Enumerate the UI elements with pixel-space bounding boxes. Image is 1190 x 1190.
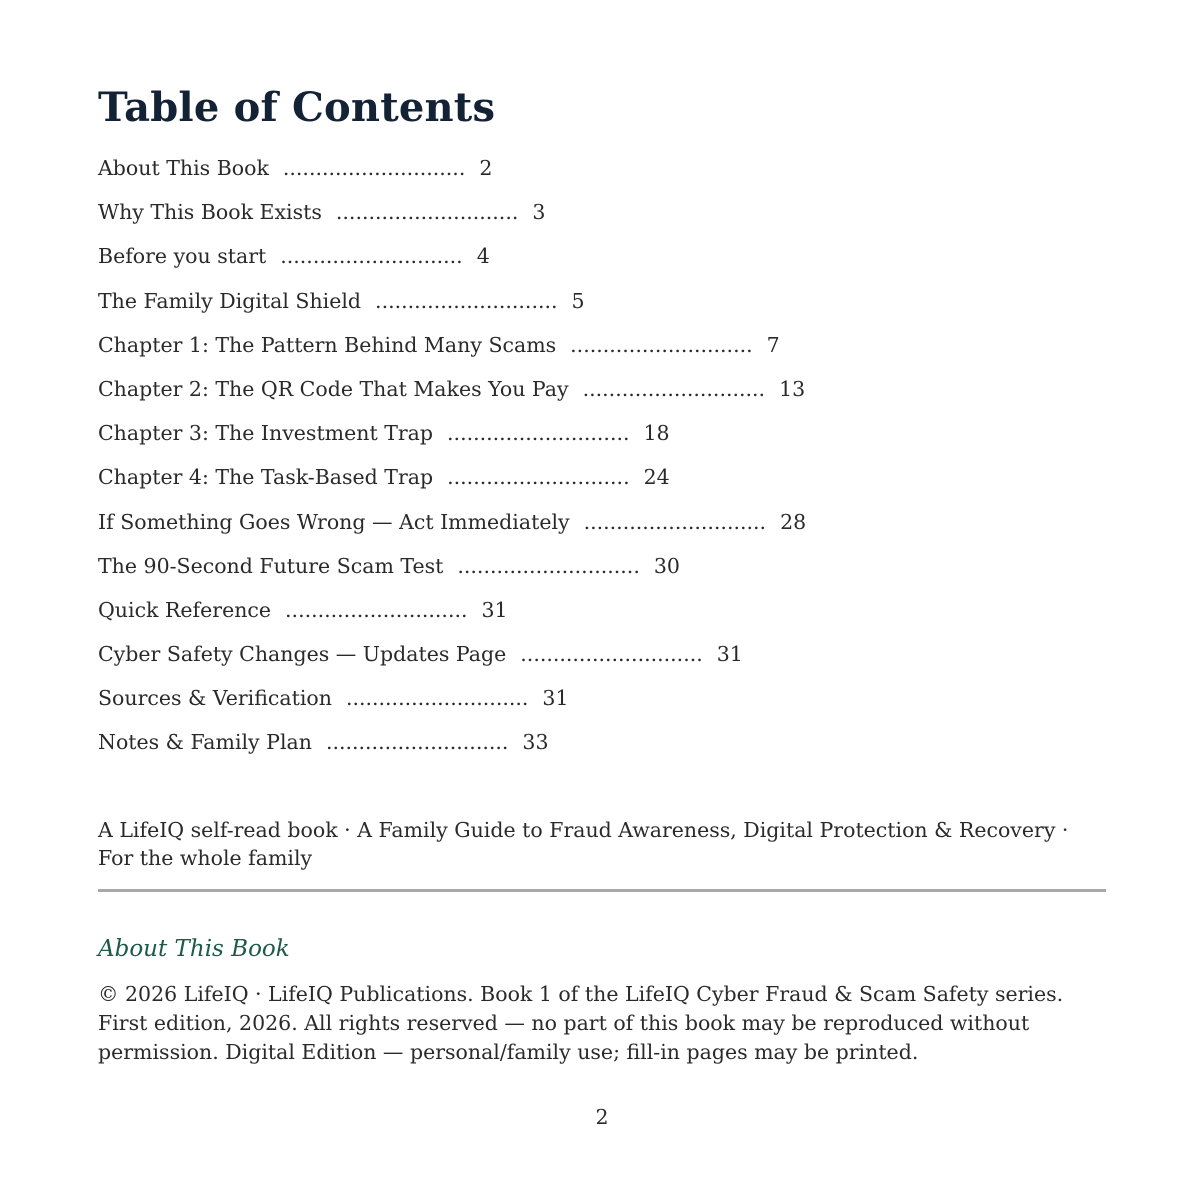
toc-entry-label: Chapter 2: The QR Code That Makes You Pay [98,376,569,401]
toc-entry-label: Sources & Verification [98,686,332,711]
toc-entry-page: 24 [643,465,670,490]
toc-entry-label: Chapter 4: The Task-Based Trap [98,465,434,490]
toc-entry[interactable] [98,419,806,463]
toc-entry[interactable] [98,375,806,419]
toc-entry-label: Before you start [98,244,267,269]
toc-entry-label: Chapter 3: The Investment Trap [98,421,434,446]
toc-entry-leader: ............................ [570,332,753,357]
toc-entry-label: Cyber Safety Changes — Updates Page [98,642,507,667]
toc-entry-label: The 90-Second Future Scam Test [98,553,444,578]
toc-entry-page: 2 [479,156,493,180]
toc-entry-leader: ............................ [325,730,509,755]
toc-entry-label: Chapter 1: The Pattern Behind Many Scams [98,332,557,357]
toc-entry-page: 31 [481,597,508,622]
section-divider [98,889,1106,892]
toc-entry[interactable] [98,331,806,375]
toc-entry[interactable] [98,596,806,640]
toc-entry-page: 4 [476,244,490,269]
document-page [98,0,1106,1190]
page-number: 2 [595,1105,609,1129]
toc-entry-leader: ............................ [375,288,558,313]
about-heading: About This Book [98,936,290,962]
toc-entry-page: 13 [779,376,806,401]
toc-entry[interactable] [98,640,806,684]
toc-entry-leader: ............................ [285,597,468,622]
toc-entry-leader: ............................ [282,156,466,180]
toc-entry[interactable] [98,463,806,507]
toc-entry-page: 7 [766,332,780,357]
toc-entry[interactable] [98,684,806,728]
page-title: Table of Contents [98,84,496,131]
toc-entry-label: If Something Goes Wrong — Act Immediately [98,509,570,534]
toc-entry-label: Quick Reference [98,597,272,622]
toc-entry-page: 5 [571,288,585,313]
toc-entry-leader: ............................ [280,244,463,269]
toc-list [98,154,806,773]
toc-entry[interactable] [98,198,806,242]
toc-entry-label: Why This Book Exists [98,200,322,225]
toc-entry-leader: ............................ [345,686,529,711]
toc-entry-leader: ............................ [447,421,630,446]
toc-entry-label: The Family Digital Shield [98,288,362,313]
series-tagline: A LifeIQ self-read book · A Family Guide to Fraud Awareness, Digital Protection & Recovery · For the whole family [98,818,1069,870]
toc-entry-label: Notes & Family Plan [98,730,312,755]
toc-entry-page: 18 [643,421,670,446]
toc-entry[interactable] [98,728,806,772]
toc-entry[interactable] [98,154,806,198]
toc-entry-leader: ............................ [335,200,519,225]
toc-entry[interactable] [98,287,806,331]
toc-entry-page: 31 [542,686,569,711]
toc-entry-leader: ............................ [583,509,767,534]
toc-entry-page: 3 [532,200,546,225]
toc-entry-leader: ............................ [520,642,703,667]
toc-entry-leader: ............................ [582,376,766,401]
copyright-notice: © 2026 LifeIQ · LifeIQ Publications. Book 1 of the LifeIQ Cyber Fraud & Scam Safety series. First edition, 2026. All rights reserved — no part of this book may be reproduced without permission. Digital Edition — personal/family use; fill-in pages may be printed. [98,982,1064,1064]
toc-entry-page: 28 [780,509,807,534]
toc-entry-page: 31 [716,642,743,667]
toc-entry[interactable] [98,552,806,596]
toc-entry[interactable] [98,508,806,552]
toc-entry-page: 30 [653,553,680,578]
toc-entry-leader: ............................ [447,465,630,490]
toc-entry[interactable] [98,242,806,286]
toc-entry-page: 33 [522,730,549,755]
toc-entry-leader: ............................ [457,553,640,578]
toc-entry-label: About This Book [98,156,269,180]
